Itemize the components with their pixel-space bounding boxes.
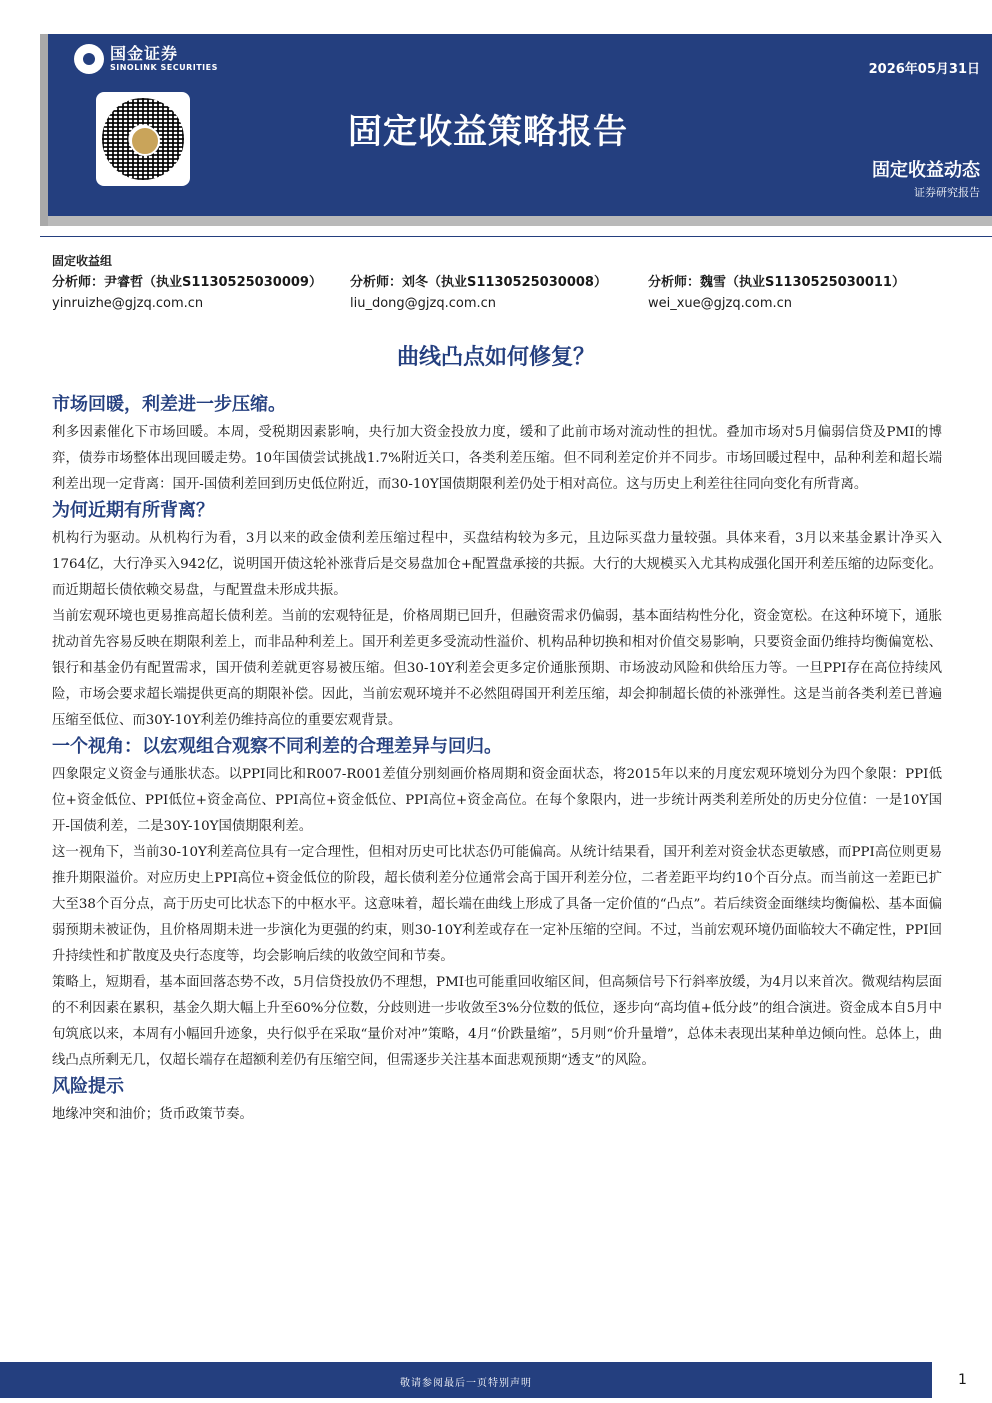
article-headline: 曲线凸点如何修复？ [396, 345, 595, 370]
page-number: 1 [958, 1372, 967, 1388]
qr-code [96, 92, 190, 186]
analyst-name: 分析师：刘冬（执业S1130525030008） [350, 275, 607, 290]
report-subtype: 证券研究报告 [914, 186, 980, 199]
author-block [52, 251, 982, 314]
paragraph: 利多因素催化下市场回暖。本周，受税期因素影响，央行加大资金投放力度，缓和了此前市场对流动性的担忧。叠加市场对5月偏弱信贷及PMI的博弈，债券市场整体出现回暖走势。10年国债尝试挑战1.7%附近关口，各类利差压缩。但不同利差定价并不同步。市场回暖过程中，品种利差和超长端利差出现一定背离：国开-国债利差回到历史低位附近，而30-10Y国债期限利差仍处于相对高位。这与历史上利差往往同向变化有所背离。 [52, 425, 942, 492]
logo-cn: 国金证券 [110, 44, 179, 63]
logo-en: SINOLINK SECURITIES [110, 63, 218, 72]
paragraph: 当前宏观环境也更易推高超长债利差。当前的宏观特征是，价格周期已回升，但融资需求仍偏弱，基本面结构性分化，资金宽松。在这种环境下，通胀扰动首先容易反映在期限利差上，而非品种利差上。国开利差更多受流动性溢价、机构品种切换和相对价值交易影响，只要资金面仍维持均衡偏宽松、银行和基金仍有配置需求，国开债利差就更容易被压缩。但30-10Y利差会更多定价通胀预期、市场波动风险和供给压力等。一旦PPI存在高位持续风险，市场会要求超长端提供更高的期限补偿。因此，当前宏观环境并不必然阻碍国开利差压缩，却会抑制超长债的补涨弹性。这是当前各类利差已普遍压缩至低位、而30Y-10Y利差仍维持高位的重要宏观背景。 [52, 609, 942, 728]
paragraph: 机构行为驱动。从机构行为看，3月以来的政金债利差压缩过程中，买盘结构较为多元，且边际买盘力量较强。具体来看，3月以来基金累计净买入1764亿，大行净买入942亿，说明国开债这轮补涨背后是交易盘加仓+配置盘承接的共振。大行的大规模买入尤其构成强化国开利差压缩的边际变化。而近期超长债依赖交易盘，与配置盘未形成共振。 [52, 531, 942, 598]
report-date: 2026年05月31日 [868, 62, 980, 77]
analyst-list [52, 272, 982, 314]
paragraph: 四象限定义资金与通胀状态。以PPI同比和R007-R001差值分别刻画价格周期和资金面状态，将2015年以来的月度宏观环境划分为四个象限：PPI低位+资金低位、PPI低位+资金高位、PPI高位+资金低位、PPI高位+资金高位。在每个象限内，进一步统计两类利差所处的历史分位值：一是10Y国开-国债利差，二是30Y-10Y国债期限利差。 [52, 767, 942, 834]
paragraph: 策略上，短期看，基本面回落态势不改，5月信贷投放仍不理想，PMI也可能重回收缩区间，但高频信号下行斜率放缓，为4月以来首次。微观结构层面的不利因素在累积，基金久期大幅上升至60%分位数，分歧则进一步收敛至3%分位数的低位，逐步向“高均值+低分歧”的组合演进。资金成本自5月中旬筑底以来，本周有小幅回升迹象，央行似乎在采取“量价对冲”策略，4月“价跌量缩”，5月则“价升量增”，总体未表现出某种单边倾向性。总体上，曲线凸点所剩无几，仅超长端存在超额利差仍有压缩空间，但需逐步关注基本面悲观预期“透支”的风险。 [52, 975, 942, 1068]
divider [40, 236, 992, 237]
footer-disclaimer: 敬请参阅最后一页特别声明 [400, 1378, 532, 1389]
section-heading: 市场回暖，利差进一步压缩。 [52, 394, 286, 415]
banner-edge [40, 34, 48, 226]
company-logo [74, 44, 218, 74]
article-body [52, 392, 942, 1128]
analyst-name: 分析师：魏雪（执业S1130525030011） [648, 275, 905, 290]
paragraph: 地缘冲突和油价；货币政策节奏。 [52, 1107, 253, 1122]
analyst-name: 分析师：尹睿哲（执业S1130525030009） [52, 275, 322, 290]
report-title: 固定收益策略报告 [348, 112, 628, 152]
analyst [648, 272, 946, 314]
section-heading: 一个视角：以宏观组合观察不同利差的合理差异与回归。 [52, 736, 502, 757]
analyst-email[interactable]: wei_xue@gjzq.com.cn [648, 296, 793, 311]
analyst [350, 272, 648, 314]
team-name: 固定收益组 [52, 254, 113, 268]
analyst [52, 272, 350, 314]
analyst-email[interactable]: liu_dong@gjzq.com.cn [350, 296, 497, 311]
logo-icon [74, 44, 104, 74]
report-type: 固定收益动态 [872, 160, 980, 181]
qr-pattern [102, 98, 184, 180]
qr-logo-icon [130, 126, 160, 156]
paragraph: 这一视角下，当前30-10Y利差高位具有一定合理性，但相对历史可比状态仍可能偏高。从统计结果看，国开利差对资金状态更敏感，而PPI高位则更易推升期限溢价。对应历史上PPI高位+资金低位的阶段，超长债利差分位通常会高于国开利差分位，二者差距平均约10个百分点。而当前这一差距已扩大至38个百分点，高于历史可比状态下的中枢水平。这意味着，超长端在曲线上形成了具备一定价值的“凸点”。若后续资金面继续均衡偏松、基本面偏弱预期未被证伪，且价格周期未进一步演化为更强的约束，则30-10Y利差或存在一定补压缩的空间。不过，当前宏观环境仍面临较大不确定性，PPI回升持续性和扩散度及央行态度等，均会影响后续的收敛空间和节奏。 [52, 845, 942, 964]
section-heading: 风险提示 [52, 1076, 124, 1097]
section-heading: 为何近期有所背离？ [52, 500, 214, 521]
analyst-email[interactable]: yinruizhe@gjzq.com.cn [52, 296, 204, 311]
